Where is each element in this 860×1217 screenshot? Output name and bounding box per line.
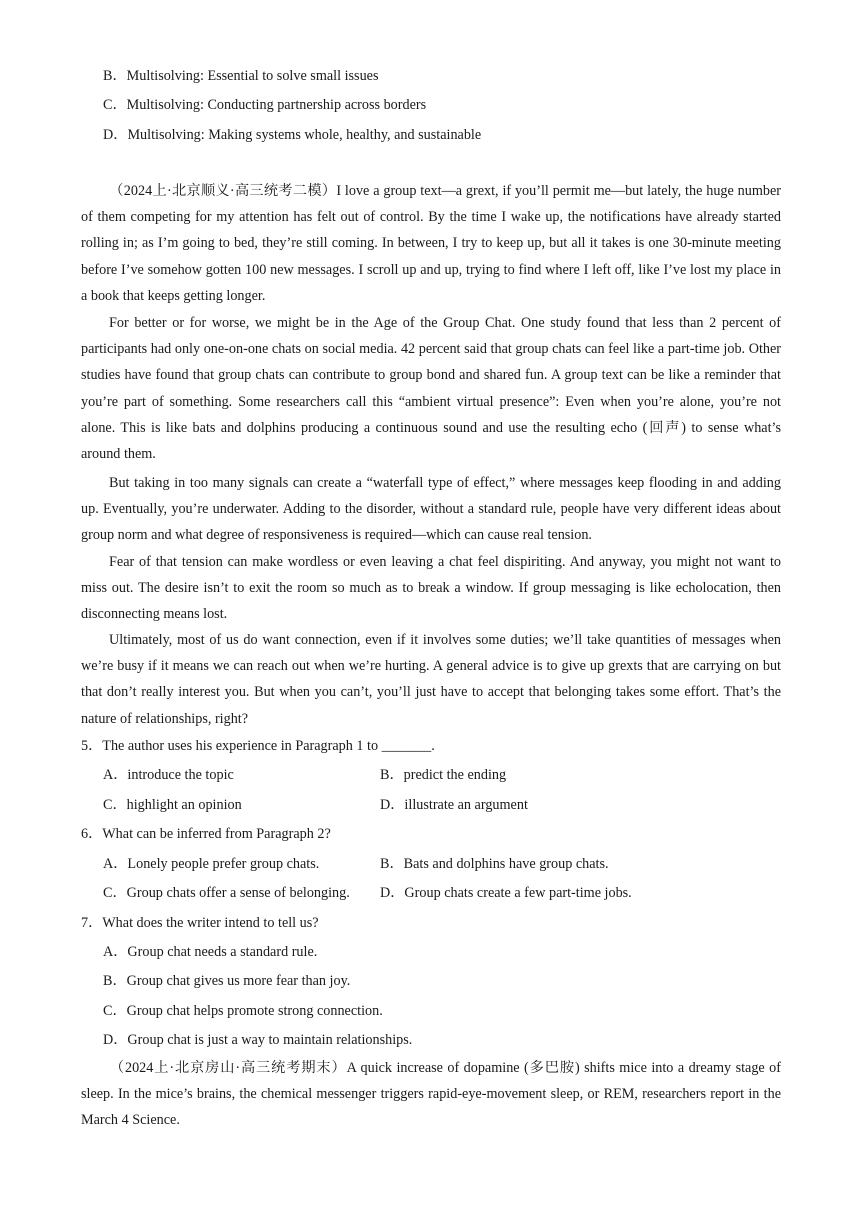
question-5-option-c[interactable]: C．highlight an opinion	[103, 797, 242, 813]
paragraph-text: A quick increase of dopamine (多巴胺) shifts mice into a dreamy stage of sleep. In the mice’s brains, the chemical messenger triggers rapid-eye-movement sleep, or REM, researchers report in the March 4 Science.	[81, 1060, 781, 1129]
prev-option-c	[103, 95, 426, 115]
prev-option-d	[103, 125, 481, 145]
paragraph-text: I love a group text—a grext, if you’ll permit me—but lately, the huge number of them competing for my attention has felt out of control. By the time I wake up, the notifications have already started rolling in; as I’m going to bed, they’re still coming. In between, I try to keep up, but all it takes is one 30-minute meeting before I’ve somehow gotten 100 new messages. I scroll up and up, trying to find where I left off, like I’ve lost my place in a book that keeps getting longer.	[81, 183, 781, 304]
option-letter: D．	[103, 127, 128, 143]
question-5-option-a[interactable]: A．introduce the topic	[103, 767, 234, 783]
passage-source: （2024上·北京顺义·高三统考二模）	[109, 183, 337, 199]
question-6-option-a[interactable]: A．Lonely people prefer group chats.	[103, 856, 320, 872]
option-text: Multisolving: Conducting partnership across borders	[126, 97, 427, 113]
option-text: Multisolving: Making systems whole, healthy, and sustainable	[127, 127, 482, 143]
passage1-paragraph-5	[81, 627, 781, 732]
question-7-option-c[interactable]: C．Group chat helps promote strong connection.	[103, 1003, 383, 1019]
passage1-paragraph-3	[81, 470, 781, 549]
question-5-stem: 5．The author uses his experience in Paragraph 1 to _______.	[81, 738, 435, 754]
question-7-option-a[interactable]: A．Group chat needs a standard rule.	[103, 944, 318, 960]
prev-option-b	[103, 66, 378, 86]
question-6-stem: 6．What can be inferred from Paragraph 2?	[81, 826, 331, 842]
passage1-paragraph-2	[81, 310, 781, 467]
passage-source: （2024上·北京房山·高三统考期末）	[109, 1060, 347, 1076]
paragraph-text: Ultimately, most of us do want connection, even if it involves some duties; we’ll take quantities of messages when we’re busy if it means we can reach out when we’re hurting. A general advice is to give up grexts that are carrying on but that don’t really interest you. But when you can’t, you’ll just have to accept that belonging takes some effort. That’s the nature of relationships, right?	[81, 632, 781, 727]
question-7-option-b[interactable]: B．Group chat gives us more fear than joy.	[103, 973, 351, 989]
question-7-stem: 7．What does the writer intend to tell us?	[81, 915, 319, 931]
option-text: Multisolving: Essential to solve small issues	[126, 68, 379, 84]
paragraph-text: But taking in too many signals can create a “waterfall type of effect,” where messages keep flooding in and adding up. Eventually, you’re underwater. Adding to the disorder, without a standard rule, people have very different ideas about group norm and what degree of responsiveness is required—which can cause real tension.	[81, 475, 781, 544]
passage1-paragraph-4	[81, 549, 781, 628]
passage2-paragraph-1	[81, 1055, 781, 1134]
passage1-paragraph-1	[81, 178, 781, 309]
question-6-option-b[interactable]: B．Bats and dolphins have group chats.	[380, 856, 609, 872]
question-5-option-b[interactable]: B．predict the ending	[380, 767, 507, 783]
question-6-option-c[interactable]: C．Group chats offer a sense of belonging.	[103, 885, 350, 901]
option-letter: B．	[103, 68, 127, 84]
question-6-option-d[interactable]: D．Group chats create a few part-time jobs.	[380, 885, 632, 901]
option-letter: C．	[103, 97, 127, 113]
paragraph-text: Fear of that tension can make wordless or even leaving a chat feel dispiriting. And anyway, you might not want to miss out. The desire isn’t to exit the room so much as to break a window. If group messaging is like echolocation, then disconnecting means lost.	[81, 554, 781, 623]
question-5-option-d[interactable]: D．illustrate an argument	[380, 797, 528, 813]
question-7-option-d[interactable]: D．Group chat is just a way to maintain relationships.	[103, 1032, 413, 1048]
paragraph-text: For better or for worse, we might be in the Age of the Group Chat. One study found that less than 2 percent of participants had only one-on-one chats on social media. 42 percent said that group chats can feel like a part-time job. Other studies have found that group chats can contribute to group bond and shared fun. A group text can be like a reminder that you’re part of something. Some researchers call this “ambient virtual presence”: Even when you’re alone, you’re not alone. This is like bats and dolphins producing a continuous sound and use the resulting echo (回声) to sense what’s around them.	[81, 315, 781, 463]
